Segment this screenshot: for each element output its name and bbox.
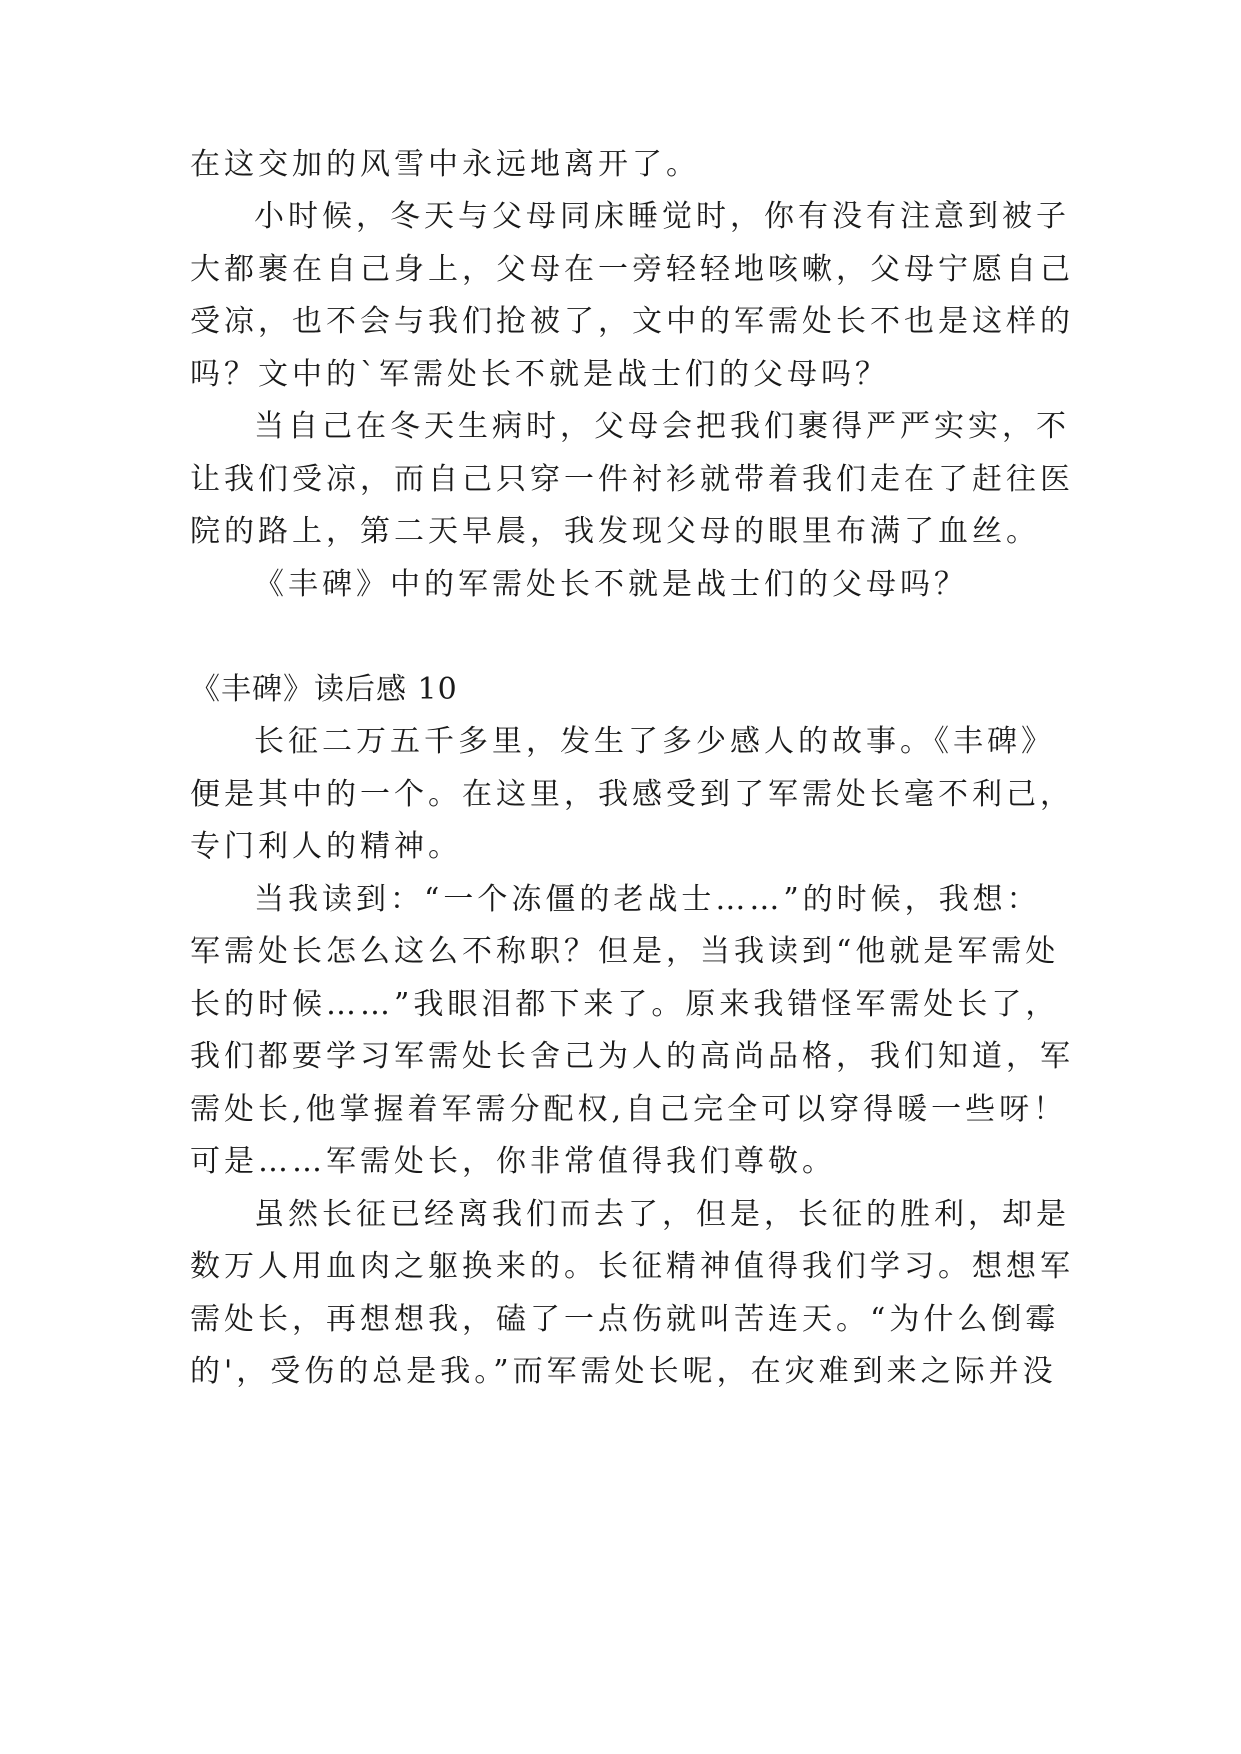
paragraph-line: 需处长,他掌握着军需分配权,自己完全可以穿得暖一些呀！ [190, 1092, 1068, 1127]
paragraph-line: 长征二万五千多里，发生了多少感人的故事。《丰碑》 [254, 724, 1055, 759]
paragraph-line: 受凉，也不会与我们抢被了，文中的军需处长不也是这样的 [190, 304, 1074, 339]
paragraph-line: 大都裹在自己身上，父母在一旁轻轻地咳嗽，父母宁愿自己 [190, 252, 1074, 287]
paragraph-line: 吗？文中的`军需处长不就是战士们的父母吗？ [190, 357, 889, 392]
paragraph-line: 的'，受伤的总是我。”而军需处长呢，在灾难到来之际并没 [190, 1354, 1057, 1389]
paragraph-line: 便是其中的一个。在这里，我感受到了军需处长毫不利己， [190, 777, 1074, 812]
paragraph-line: 长的时候……”我眼泪都下来了。原来我错怪军需处长了， [190, 987, 1060, 1022]
paragraph-line: 专门利人的精神。 [190, 829, 462, 864]
paragraph-line: 军需处长怎么这么不称职？但是，当我读到“他就是军需处 [190, 934, 1060, 969]
paragraph-line: 可是……军需处长，你非常值得我们尊敬。 [190, 1144, 836, 1179]
paragraph-line: 院的路上，第二天早晨，我发现父母的眼里布满了血丝。 [190, 514, 1040, 549]
paragraph-line: 小时候，冬天与父母同床睡觉时，你有没有注意到被子 [254, 199, 1070, 234]
paragraph-line: 当我读到：“一个冻僵的老战士……”的时候，我想： [254, 882, 1041, 917]
paragraph-line: 在这交加的风雪中永远地离开了。 [190, 147, 700, 182]
paragraph-line: 数万人用血肉之躯换来的。长征精神值得我们学习。想想军 [190, 1249, 1074, 1284]
paragraph-line: 虽然长征已经离我们而去了，但是，长征的胜利，却是 [254, 1197, 1070, 1232]
paragraph-line: 当自己在冬天生病时，父母会把我们裹得严严实实，不 [254, 409, 1070, 444]
section-heading: 《丰碑》读后感 10 [190, 672, 458, 707]
paragraph-line: 需处长，再想想我，磕了一点伤就叫苦连天。“为什么倒霉 [190, 1302, 1060, 1337]
paragraph-line: 《丰碑》中的军需处长不就是战士们的父母吗？ [254, 567, 968, 602]
paragraph-line: 让我们受凉，而自己只穿一件衬衫就带着我们走在了赶往医 [190, 462, 1074, 497]
paragraph-line: 我们都要学习军需处长舍己为人的高尚品格，我们知道，军 [190, 1039, 1074, 1074]
